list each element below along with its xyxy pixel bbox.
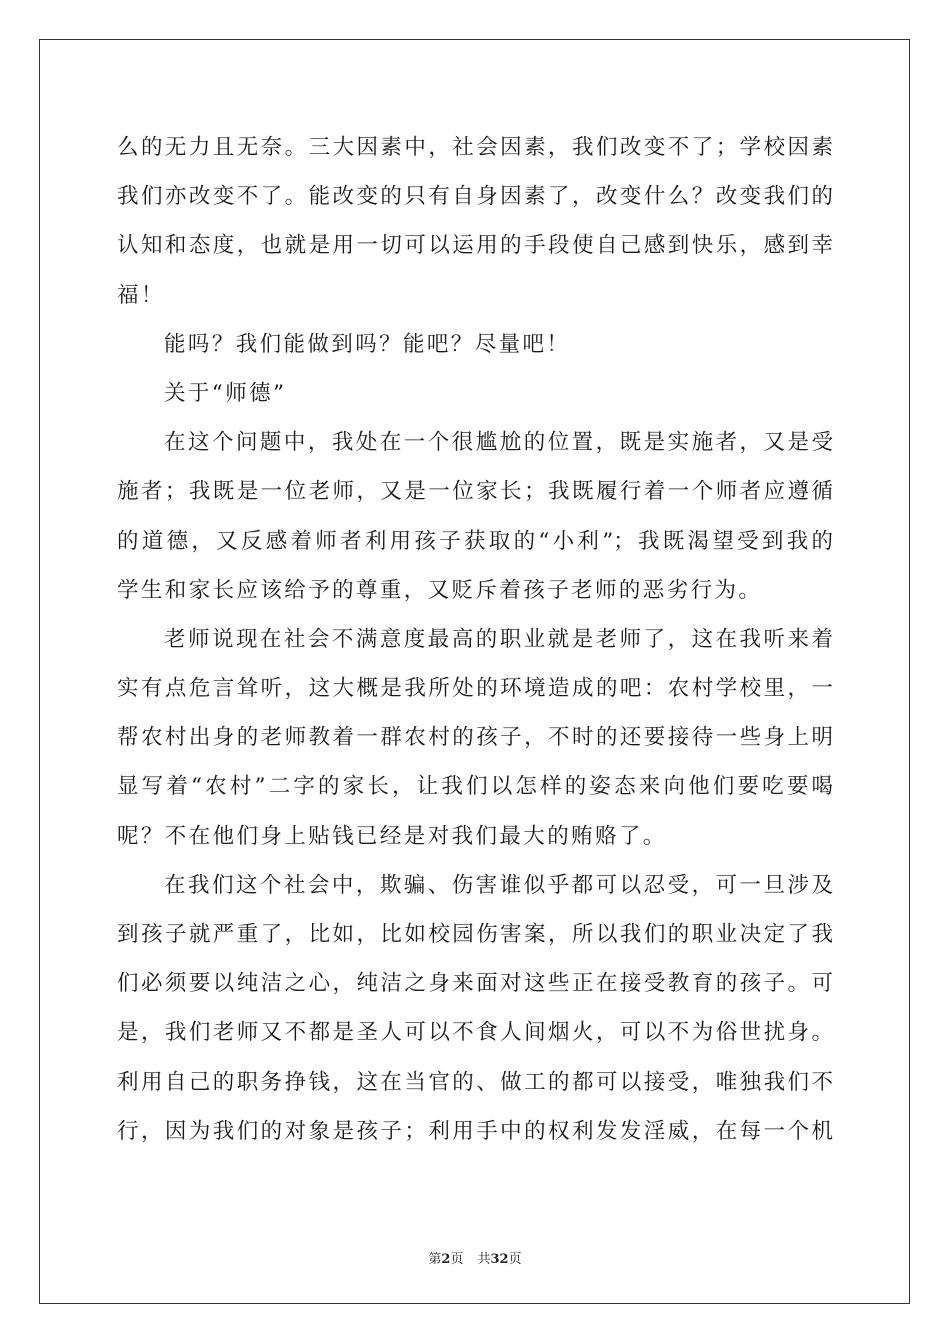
total-prefix: 共 (477, 1252, 491, 1267)
text-line: 呢？不在他们身上贴钱已经是对我们最大的贿赂了。 (117, 823, 667, 849)
page-prefix: 第 (428, 1252, 442, 1267)
total-pages: 32 (490, 1252, 509, 1267)
document-body (117, 123, 833, 1156)
page-footer (0, 1248, 950, 1267)
text-line: 帮农村出身的老师教着一群农村的孩子，不时的还要接待一些身上明 (117, 725, 833, 751)
page-number: 2 (441, 1252, 451, 1267)
total-suffix: 页 (508, 1252, 522, 1267)
text-line: 能吗？我们能做到吗？能吧？尽量吧！ (164, 331, 571, 357)
text-line: 行，因为我们的对象是孩子；利用手中的权利发发淫威，在每一个机 (117, 1118, 833, 1144)
page-suffix: 页 (450, 1252, 464, 1267)
text-line: 利用自己的职务挣钱，这在当官的、做工的都可以接受，唯独我们不 (117, 1069, 833, 1095)
text-line: 显写着“农村”二字的家长，让我们以怎样的姿态来向他们要吃要喝 (117, 774, 833, 800)
text-line: 的道德，又反感着师者利用孩子获取的“小利”；我既渴望受到我的 (117, 528, 833, 554)
text-line: 学生和家长应该给予的尊重，又贬斥着孩子老师的恶劣行为。 (117, 577, 763, 603)
text-line: 福！ (117, 282, 165, 308)
text-line: 实有点危言耸听，这大概是我所处的环境造成的吧：农村学校里，一 (117, 676, 833, 702)
text-line: 老师说现在社会不满意度最高的职业就是老师了，这在我听来着 (164, 626, 833, 652)
text-line: 到孩子就严重了，比如，比如校园伤害案，所以我们的职业决定了我 (117, 922, 833, 947)
text-line: 在我们这个社会中，欺骗、伤害谁似乎都可以忍受，可一旦涉及 (164, 872, 833, 898)
text-line: 在这个问题中，我处在一个很尴尬的位置，既是实施者，又是受 (164, 430, 833, 456)
text-line: 施者；我既是一位老师，又是一位家长；我既履行着一个师者应遵循 (117, 479, 833, 505)
text-line: 关于“师德” (164, 380, 287, 406)
text-line: 认知和态度，也就是用一切可以运用的手段使自己感到快乐，感到幸 (117, 233, 833, 259)
text-line: 们必须要以纯洁之心，纯洁之身来面对这些正在接受教育的孩子。可 (117, 971, 833, 997)
text-line: 是，我们老师又不都是圣人可以不食人间烟火，可以不为俗世扰身。 (117, 1020, 833, 1046)
text-line: 么的无力且无奈。三大因素中，社会因素，我们改变不了；学校因素 (117, 135, 833, 160)
text-line: 我们亦改变不了。能改变的只有自身因素了，改变什么？改变我们的 (117, 184, 833, 210)
